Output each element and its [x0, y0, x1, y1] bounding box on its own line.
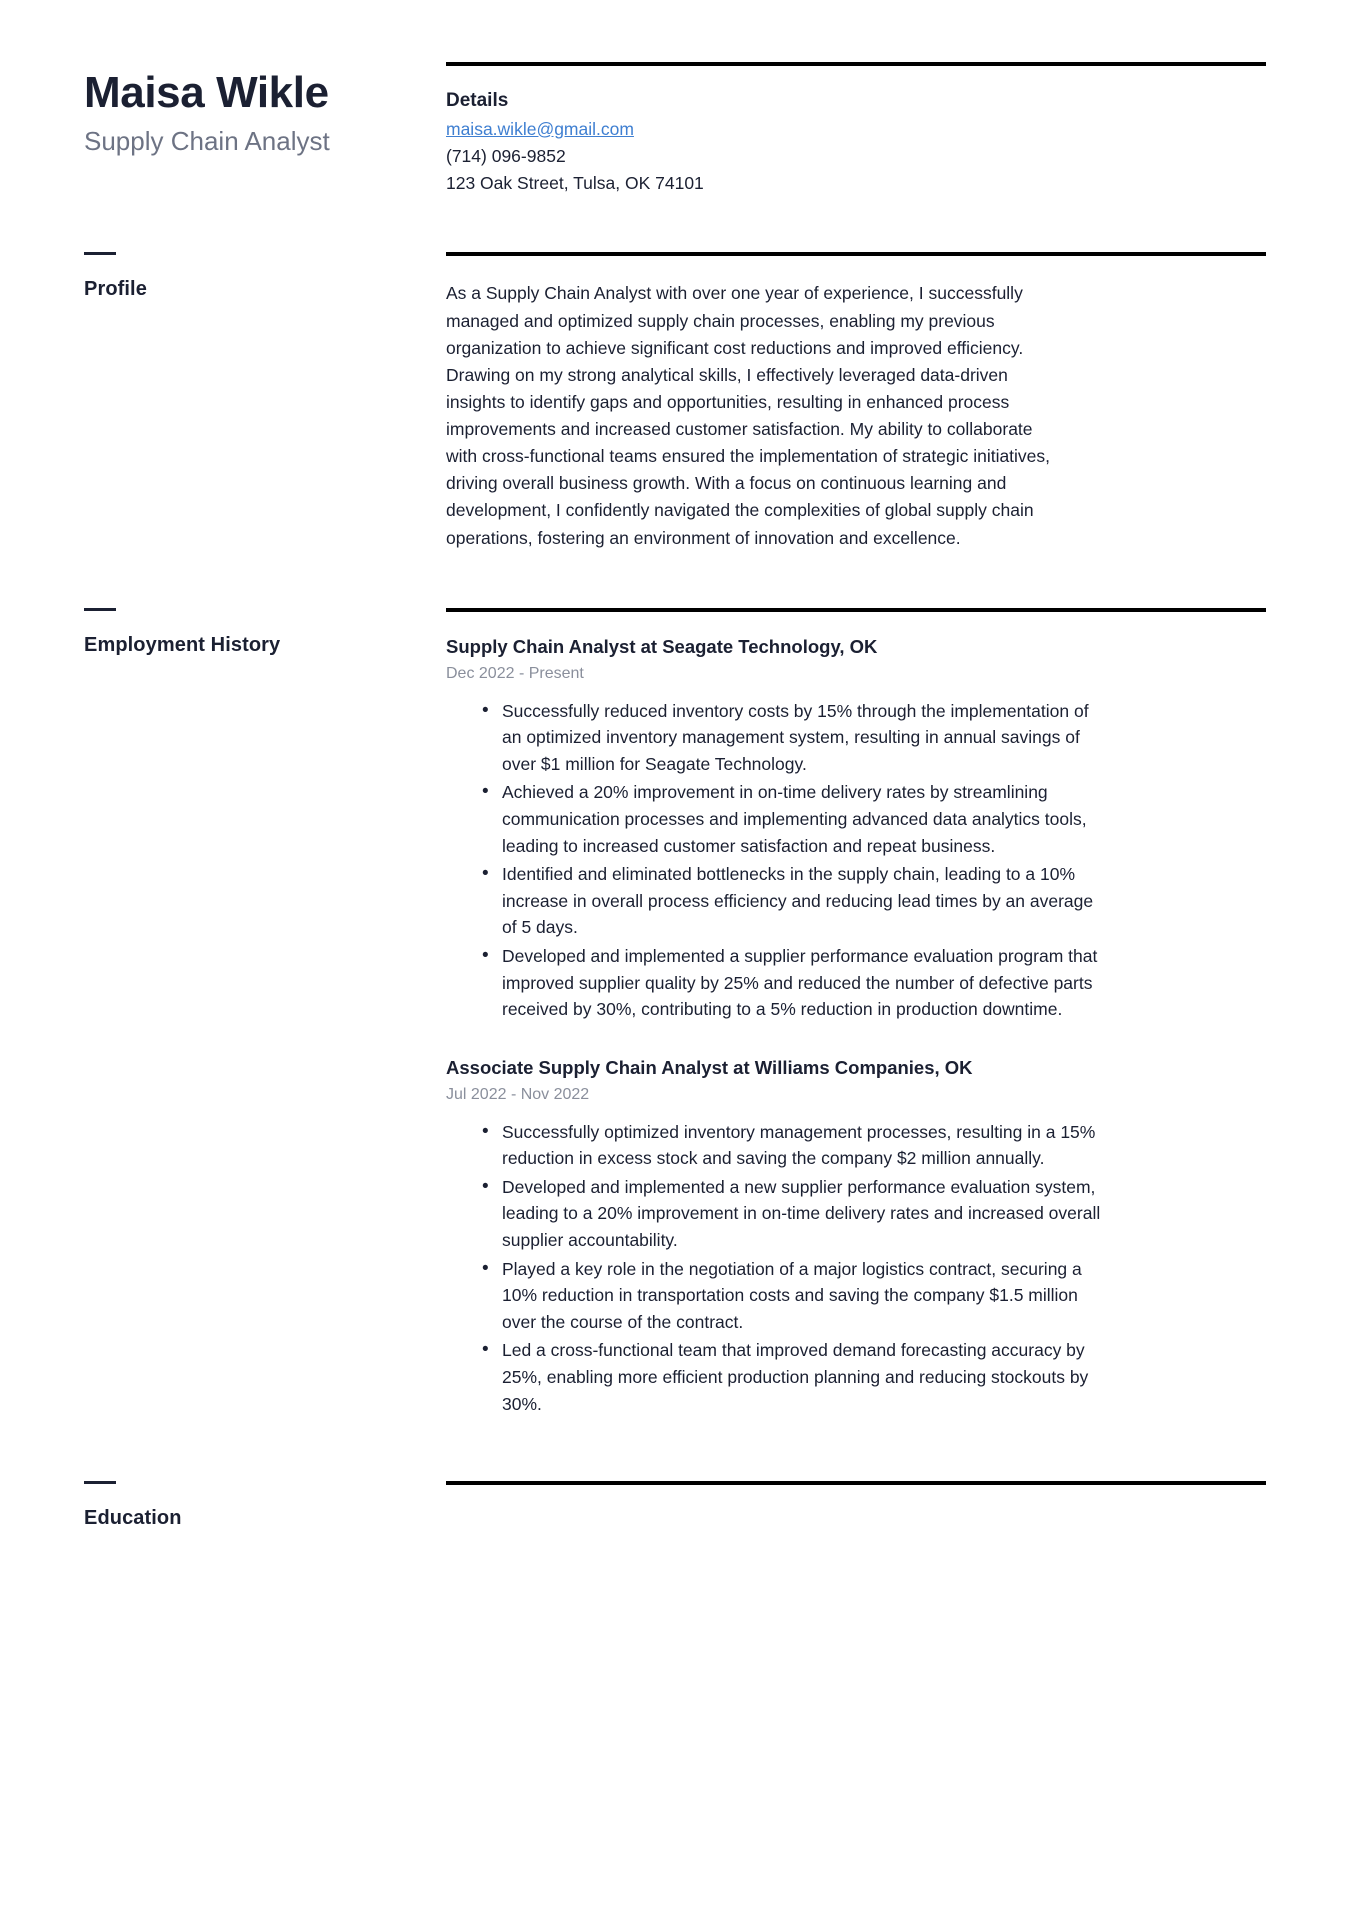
job-heading: Supply Chain Analyst at Seagate Technology, OK [446, 635, 878, 657]
job-bullet-list [446, 698, 1266, 1023]
details-heading: Details [446, 90, 509, 111]
section-dash-icon [84, 252, 116, 255]
spacer [446, 66, 1266, 88]
job-heading: Associate Supply Chain Analyst at Williams Companies, OK [446, 1056, 973, 1078]
profile-label-column [84, 252, 436, 301]
list-item: • Developed and implemented a new supplier performance evaluation system, leading to a 20% improvement in on-time delivery rates and increased overall supplier accountability. [482, 1174, 1102, 1254]
education-label-column [84, 1481, 436, 1530]
section-dash-icon [84, 608, 116, 611]
full-name: Maisa Wikle [84, 68, 329, 117]
education-content-column [436, 1481, 1266, 1485]
education-top-rule [446, 1481, 1266, 1485]
employment-label-column [84, 608, 436, 657]
list-item: • Successfully optimized inventory management processes, resulting in a 15% reduction in excess stock and saving the company $2 million annually. [482, 1119, 1102, 1172]
address-text: 123 Oak Street, Tulsa, OK 74101 [446, 172, 704, 193]
phone-text: (714) 096-9852 [446, 145, 566, 166]
resume-header [84, 62, 1266, 196]
employment-section [84, 608, 1266, 1419]
profile-text: As a Supply Chain Analyst with over one year of experience, I successfully managed and optimized supply chain processes, enabling my previous organization to achieve significant cost reductions and improved efficiency. Drawing on my strong analytical skills, I effectively leveraged data-driven insights to identify gaps and opportunities, resulting in enhanced process improvements and increased customer satisfaction. My ability to collaborate with cross-functional teams ensured the implementation of strategic initiatives, driving overall business growth. With a focus on continuous learning and development, I confidently navigated the complexities of global supply chain operations, fostering an environment of innovation and excellence. [446, 283, 1051, 548]
education-section-label: Education [84, 1507, 182, 1530]
profile-content-column [436, 252, 1266, 551]
job-title-subtitle: Supply Chain Analyst [84, 126, 330, 157]
profile-section [84, 252, 1266, 551]
list-item: • Developed and implemented a supplier performance evaluation program that improved supplier quality by 25% and reduced the number of defective parts received by 30%, contributing to a 5% reduction in production downtime. [482, 943, 1102, 1023]
section-dash-icon [84, 1481, 116, 1484]
profile-section-label: Profile [84, 278, 147, 301]
employment-entry [446, 634, 1266, 1023]
job-bullet-list [446, 1119, 1266, 1418]
employment-entry [446, 1055, 1266, 1417]
list-item: • Led a cross-functional team that improved demand forecasting accuracy by 25%, enabling more efficient production planning and reducing stockouts by 30%. [482, 1337, 1102, 1417]
employment-section-label: Employment History [84, 633, 281, 656]
job-dates: Dec 2022 - Present [446, 664, 584, 682]
list-item: • Identified and eliminated bottlenecks in the supply chain, leading to a 10% increase in overall process efficiency and reducing lead times by an average of 5 days. [482, 861, 1102, 941]
list-item: • Successfully reduced inventory costs by 15% through the implementation of an optimized inventory management system, resulting in annual savings of over $1 million for Seagate Technology. [482, 698, 1102, 778]
details-block [436, 62, 1266, 196]
list-item: • Achieved a 20% improvement in on-time delivery rates by streamlining communication processes and implementing advanced data analytics tools, leading to increased customer satisfaction and repeat business. [482, 779, 1102, 859]
education-section [84, 1481, 1266, 1530]
identity-block [84, 62, 436, 159]
list-item: • Played a key role in the negotiation of a major logistics contract, securing a 10% reduction in transportation costs and saving the company $1.5 million over the course of the contract. [482, 1256, 1102, 1336]
email-link[interactable]: maisa.wikle@gmail.com [446, 118, 634, 139]
job-dates: Jul 2022 - Nov 2022 [446, 1085, 590, 1103]
employment-content-column [436, 608, 1266, 1419]
